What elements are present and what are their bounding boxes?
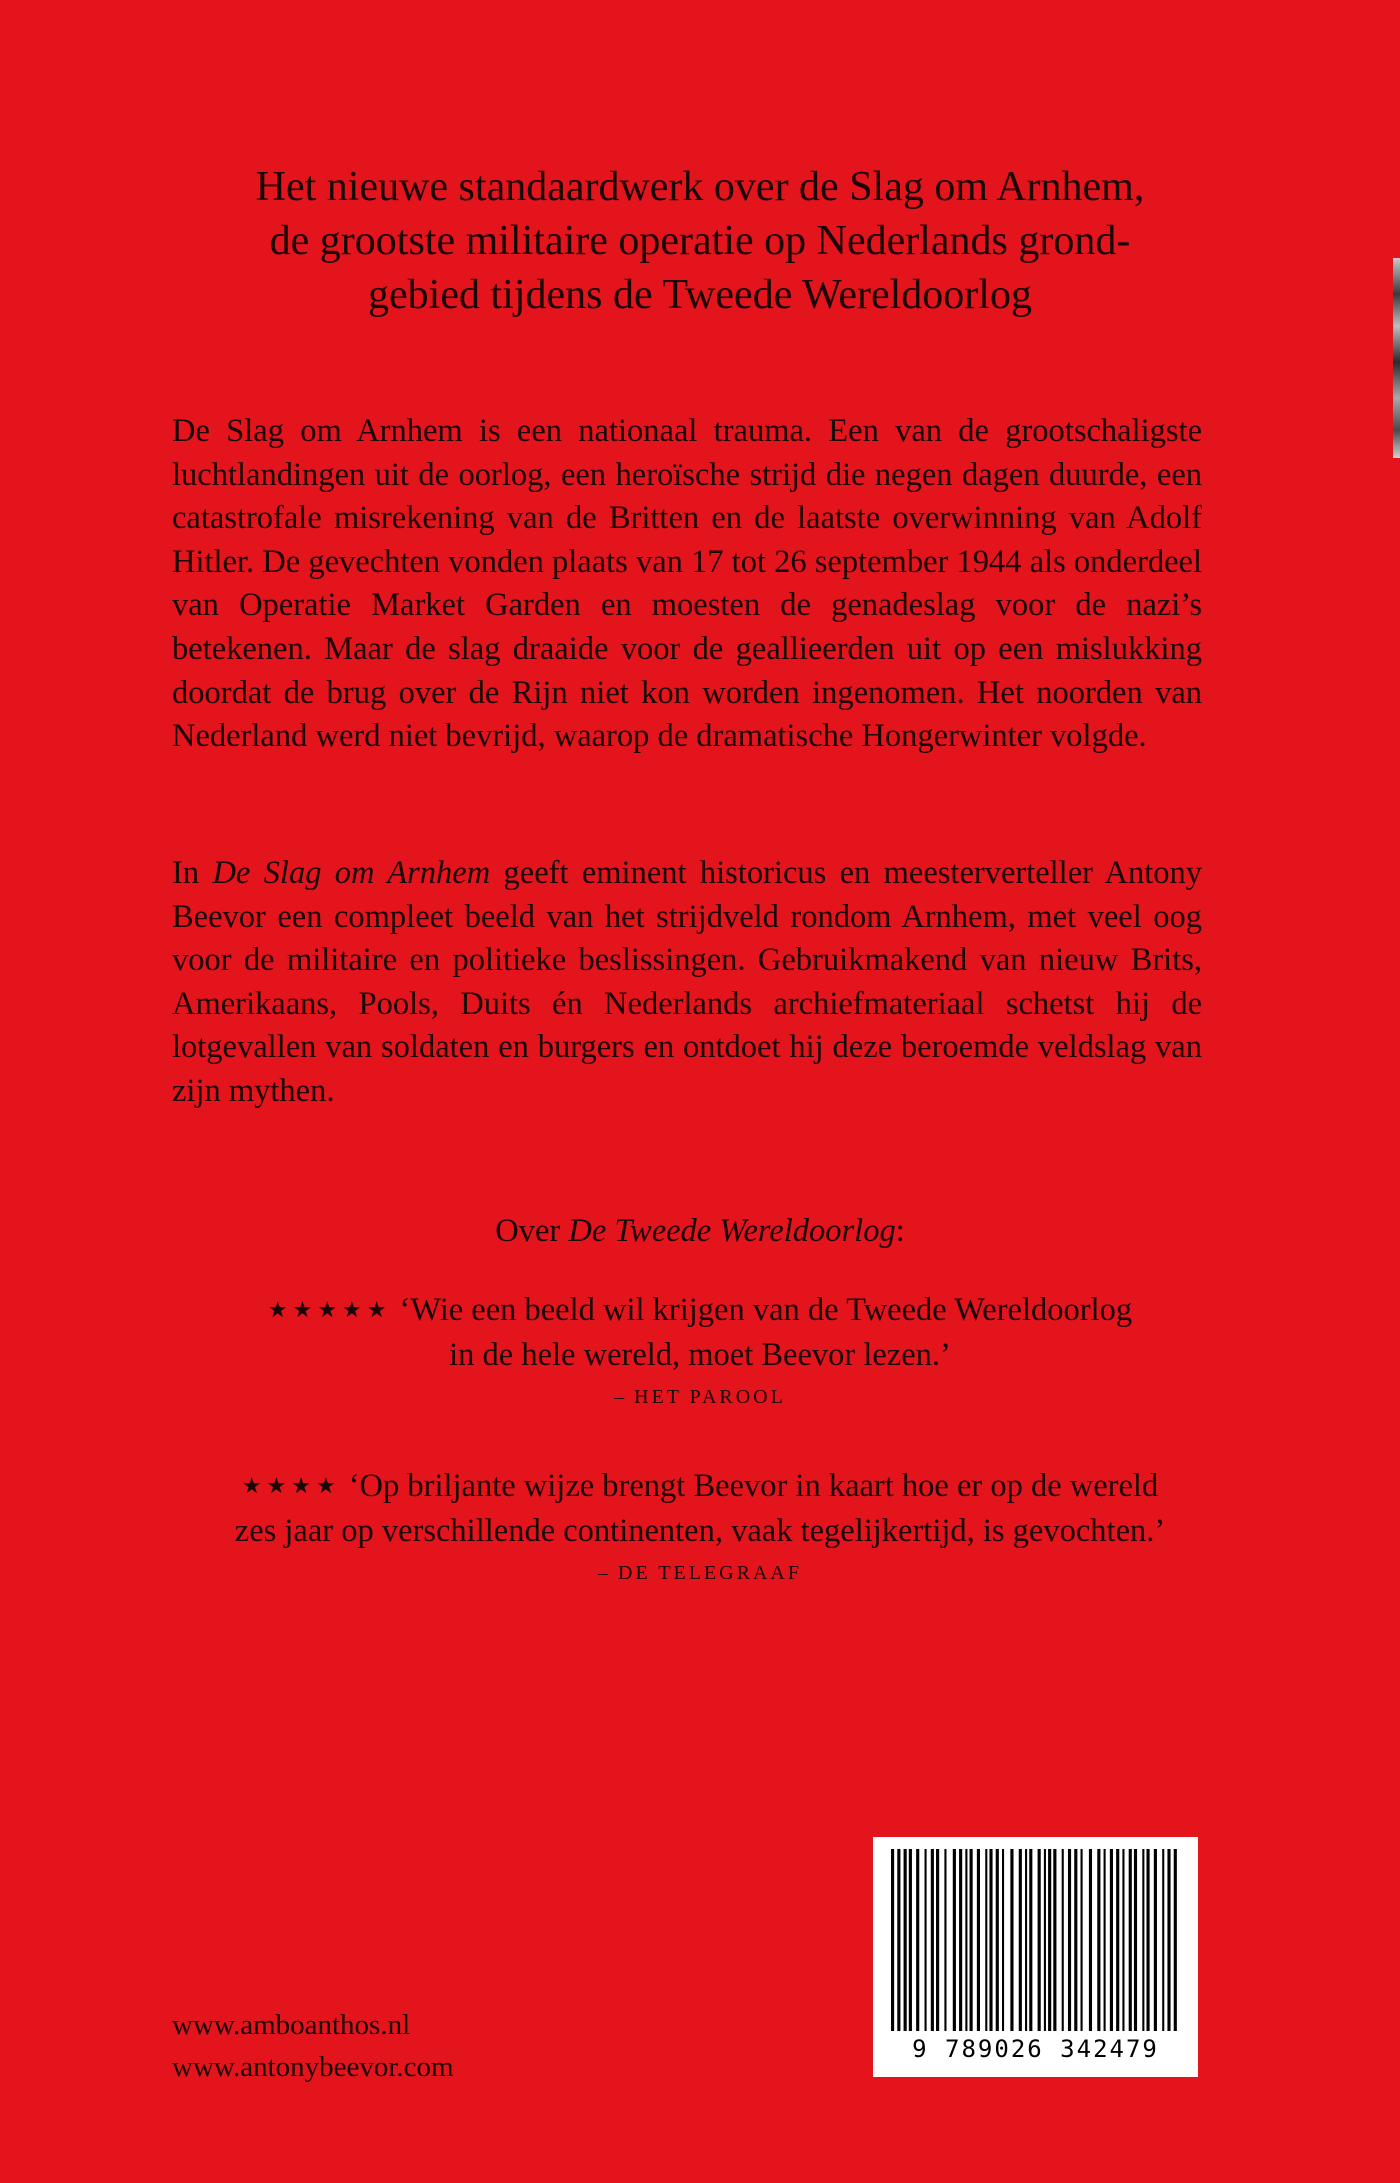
barcode-bar — [1110, 1849, 1113, 2031]
barcode-bar — [1122, 1849, 1124, 2031]
barcode-bar — [931, 1849, 934, 2031]
rating-stars: ★★★★★ — [267, 1298, 392, 1323]
barcode-bar — [944, 1849, 946, 2031]
barcode-bar — [1019, 1849, 1022, 2031]
barcode-bar — [1002, 1849, 1004, 2031]
barcode-bar — [1134, 1849, 1137, 2031]
barcode-bar — [1089, 1849, 1092, 2031]
barcode-bar — [1044, 1849, 1046, 2031]
barcode-bar — [897, 1849, 900, 2031]
over-heading — [0, 1210, 1400, 1253]
description-paragraph-2 — [172, 852, 1202, 1114]
barcode-bar — [1038, 1849, 1041, 2031]
barcode-bar — [1074, 1849, 1077, 2031]
barcode-bar — [996, 1849, 999, 2031]
barcode-bar — [953, 1849, 956, 2031]
website-links — [172, 2004, 454, 2088]
source-dash: – — [614, 1386, 625, 1408]
barcode-bar — [904, 1849, 907, 2031]
barcode-bar — [891, 1849, 894, 2031]
quote-line: ‘Wie een beeld wil krijgen van de Tweede Wereldoorlog — [399, 1292, 1133, 1328]
barcode-bar — [1174, 1849, 1177, 2031]
barcode-bar — [1048, 1849, 1051, 2031]
quote-source — [0, 1381, 1400, 1413]
barcode-bar — [1146, 1849, 1149, 2031]
barcode-bar — [916, 1849, 919, 2031]
source-name: HET PAROOL — [634, 1386, 786, 1408]
barcode-bar — [1053, 1849, 1056, 2031]
headline — [150, 160, 1250, 322]
barcode-bar — [959, 1849, 962, 2031]
quote-line: in de hele wereld, moet Beevor lezen.’ — [449, 1337, 951, 1373]
barcode-bar — [909, 1849, 912, 2031]
barcode-bar — [1097, 1849, 1100, 2031]
paragraph-prefix: In — [172, 855, 200, 891]
barcode-bar — [970, 1849, 973, 2031]
paragraph-text: geeft eminent historicus en meesterverteller Antony Beevor een compleet beeld van het strijdveld rondom Arnhem, met veel oog voor de militaire en politieke beslissingen. Gebruikmakend van nieuw Brits, Amerikaans, Pools, Duits én Nederlands archiefmateriaal schetst hij de lotgevallen van soldaten en burgers en ontdoet hij deze beroemde veldslag van zijn mythen. — [172, 855, 1203, 1109]
isbn-digits: 9 789026 342479 — [912, 2035, 1159, 2063]
review-quote — [0, 1464, 1400, 1589]
barcode-bars — [885, 1849, 1186, 2031]
author-url[interactable]: www.antonybeevor.com — [172, 2051, 454, 2083]
headline-line: Het nieuwe standaardwerk over de Slag om Arnhem, — [255, 164, 1145, 210]
review-quote — [0, 1288, 1400, 1413]
quote-line: ‘Op briljante wijze brengt Beevor in kaart hoe er op de wereld — [348, 1468, 1159, 1504]
barcode-bar — [965, 1849, 967, 2031]
barcode-bar — [1142, 1849, 1144, 2031]
quote-line: zes jaar op verschillende continenten, vaak tegelijkertijd, is gevochten.’ — [234, 1513, 1166, 1549]
barcode-bar — [1104, 1849, 1106, 2031]
source-name: DE TELEGRAAF — [618, 1562, 802, 1584]
barcode-bar — [985, 1849, 987, 2031]
rating-stars: ★★★★ — [241, 1474, 341, 1499]
barcode-bar — [1025, 1849, 1027, 2031]
barcode-bar — [1162, 1849, 1164, 2031]
barcode-bar — [1029, 1849, 1032, 2031]
barcode-bar — [989, 1849, 992, 2031]
source-dash: – — [598, 1562, 609, 1584]
over-title: De Tweede Wereldoorlog — [568, 1213, 896, 1249]
barcode-bar — [1068, 1849, 1071, 2031]
headline-line: gebied tijdens de Tweede Wereldoorlog — [368, 272, 1032, 318]
isbn-barcode — [873, 1837, 1198, 2077]
barcode-bar — [1116, 1849, 1119, 2031]
over-suffix: : — [895, 1213, 905, 1249]
barcode-bar — [936, 1849, 939, 2031]
quote-source — [0, 1557, 1400, 1589]
over-prefix: Over — [495, 1213, 561, 1249]
publisher-url[interactable]: www.amboanthos.nl — [172, 2009, 411, 2041]
barcode-bar — [977, 1849, 980, 2031]
barcode-bar — [1081, 1849, 1083, 2031]
barcode-bar — [925, 1849, 927, 2031]
headline-line: de grootste militaire operatie op Nederlands grond- — [269, 218, 1131, 264]
barcode-bar — [1154, 1849, 1157, 2031]
book-title: De Slag om Arnhem — [212, 855, 491, 891]
barcode-bar — [1062, 1849, 1064, 2031]
description-paragraph: De Slag om Arnhem is een nationaal trauma. Een van de grootschaligste luchtlandingen uit de oorlog, een heroïsche strijd die negen dagen duurde, een catastrofale misrekening van de Britten en de laatste overwinning van Adolf Hitler. De gevechten vonden plaats van 17 tot 26 september 1944 als onderdeel van Operatie Market Garden en moesten de genadeslag voor de nazi’s betekenen. Maar de slag draaide voor de geallieerden uit op een mislukking doordat de brug over de Rijn niet kon worden ingenomen. Het noorden van Nederland werd niet bevrijd, waarop de dramatische Hongerwinter volgde. — [172, 413, 1202, 755]
spine-edge-strip — [1393, 258, 1400, 458]
barcode-bar — [1129, 1849, 1132, 2031]
barcode-bar — [1010, 1849, 1013, 2031]
barcode-bar — [1167, 1849, 1170, 2031]
